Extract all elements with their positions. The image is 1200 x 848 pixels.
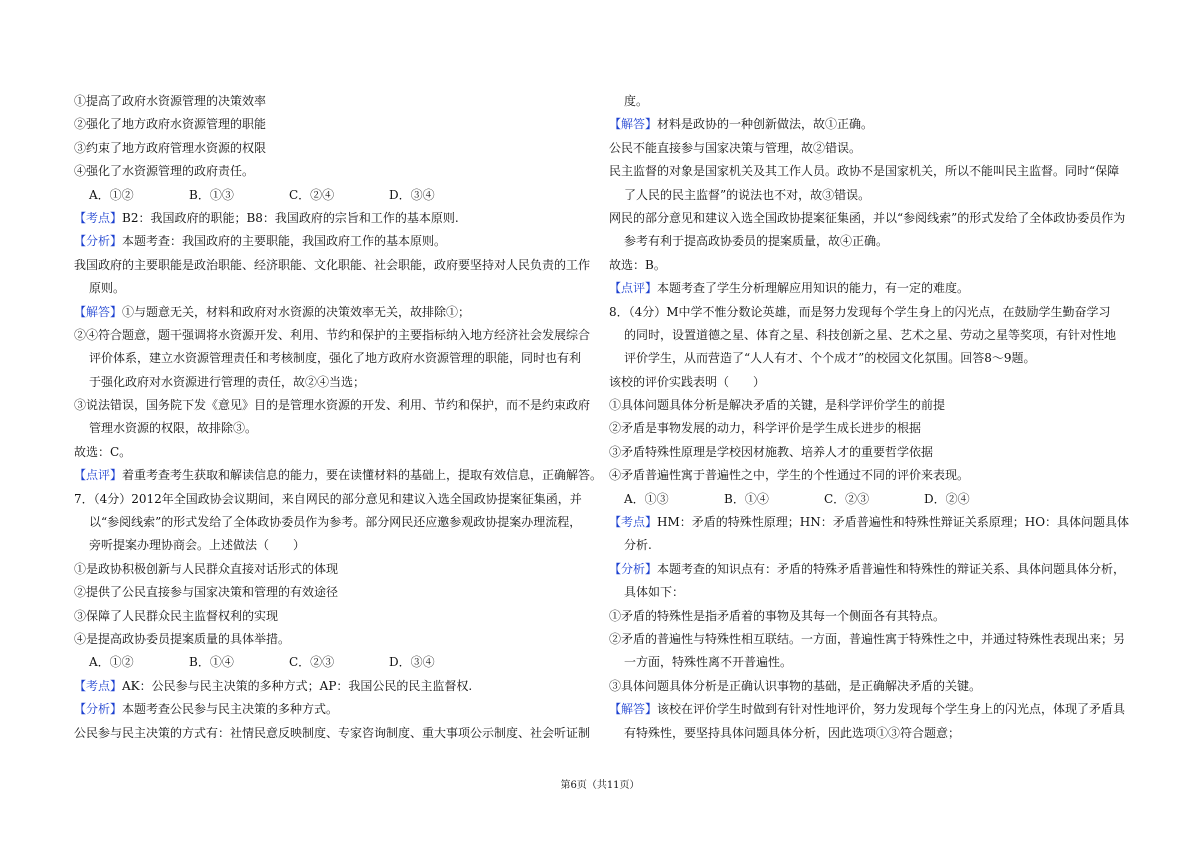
- line-text: 以“参阅线索”的形式发给了全体政协委员作为参考。部分网民还应邀参观政协提案办理流程，: [89, 515, 582, 530]
- line-text: 分析.: [624, 538, 652, 553]
- text-line: [74, 511, 594, 534]
- section-tag: 【考点】: [74, 678, 123, 693]
- line-text: 一方面，特殊性离不开普遍性。: [624, 655, 793, 670]
- answer-options: [609, 488, 1129, 511]
- text-line: [609, 324, 1129, 347]
- line-text: ④矛盾普遍性寓于普遍性之中，学生的个性通过不同的评价来表现。: [609, 468, 970, 483]
- left-column: [74, 90, 603, 745]
- line-text: ①与题意无关，材料和政府对水资源的决策效率无关，故排除①；: [122, 304, 471, 319]
- text-line: [74, 347, 594, 370]
- line-text: ③具体问题具体分析是正确认识事物的基础，是正确解决矛盾的关键。: [609, 678, 982, 693]
- text-line: [609, 628, 1129, 651]
- section-line: [609, 558, 1129, 581]
- text-line: [74, 371, 594, 394]
- section-line: [74, 207, 594, 230]
- line-text: ④是提高政协委员提案质量的具体举措。: [74, 631, 291, 646]
- answer-option: A．①③: [624, 491, 669, 506]
- line-text: AK：公民参与民主决策的多种方式；AP：我国公民的民主监督权.: [122, 678, 473, 693]
- text-line: [74, 488, 594, 511]
- line-text: 本题考查：我国政府的主要职能，我国政府工作的基本原则。: [122, 234, 447, 249]
- line-text: ③说法错误，国务院下发《意见》目的是管理水资源的开发、利用、节约和保护，而不是约束政府: [74, 398, 591, 413]
- line-text: 该校在评价学生时做到有针对性地评价，努力发现每个学生身上的闪光点，体现了矛盾具: [657, 702, 1126, 717]
- text-line: [609, 301, 1129, 324]
- section-line: [74, 675, 594, 698]
- text-line: [74, 160, 594, 183]
- line-text: 评价学生，从而营造了“人人有才、个个成才”的校园文化氛围。回答8～9题。: [624, 351, 1036, 366]
- answer-option: B．①③: [189, 187, 234, 202]
- text-line: [609, 230, 1129, 253]
- text-line: [74, 558, 594, 581]
- line-text: 本题考查了学生分析理解应用知识的能力，有一定的难度。: [657, 281, 970, 296]
- text-line: [609, 184, 1129, 207]
- line-text: 着重考查考生获取和解读信息的能力，要在读懂材料的基础上，提取有效信息，正确解答。: [122, 468, 603, 483]
- line-text: ③矛盾特殊性原理是学校因材施教、培养人才的重要哲学依据: [609, 444, 934, 459]
- section-line: [74, 698, 594, 721]
- line-text: 具体如下：: [624, 585, 685, 600]
- right-column: [609, 90, 1129, 745]
- text-line: [74, 137, 594, 160]
- line-text: 了人民的民主监督”的说法也不对，故③错误。: [624, 187, 871, 202]
- line-text: ③保障了人民群众民主监督权利的实现: [74, 608, 279, 623]
- answer-option: C．②③: [289, 655, 335, 670]
- text-line: [609, 722, 1129, 745]
- section-tag: 【解答】: [609, 117, 658, 132]
- section-tag: 【考点】: [609, 515, 658, 530]
- text-line: [609, 207, 1129, 230]
- line-text: ②强化了地方政府水资源管理的职能: [74, 117, 267, 132]
- line-text: 民主监督的对象是国家机关及其工作人员。政协不是国家机关，所以不能叫民主监督。同时“保障: [609, 164, 1120, 179]
- line-text: ②矛盾是事物发展的动力，科学评价是学生成长进步的根据: [609, 421, 922, 436]
- text-line: [609, 137, 1129, 160]
- text-line: [74, 605, 594, 628]
- text-line: [74, 324, 594, 347]
- line-text: 旁听提案办理协商会。上述做法（ ）: [89, 538, 306, 553]
- section-tag: 【点评】: [609, 281, 658, 296]
- line-text: 该校的评价实践表明（ ）: [609, 374, 766, 389]
- line-text: ①具体问题具体分析是解决矛盾的关键，是科学评价学生的前提: [609, 398, 946, 413]
- answer-options: [74, 184, 594, 207]
- line-text: 本题考查公民参与民主决策的多种方式。: [122, 702, 339, 717]
- line-text: HM：矛盾的特殊性原理；HN：矛盾普遍性和特殊性辩证关系原理；HO：具体问题具体: [657, 515, 1130, 530]
- text-line: [74, 417, 594, 440]
- text-line: [74, 254, 594, 277]
- text-line: [609, 464, 1129, 487]
- line-text: 原则。: [89, 281, 126, 296]
- answer-option: B．①④: [189, 655, 234, 670]
- line-text: 材料是政协的一种创新做法，故①正确。: [657, 117, 874, 132]
- section-tag: 【分析】: [74, 702, 123, 717]
- answer-option: A．①②: [89, 187, 134, 202]
- line-text: 8．（4分）M中学不惟分数论英雄，而是努力发现每个学生身上的闪光点，在鼓励学生勤奋学习: [609, 304, 1111, 319]
- line-text: ④强化了水资源管理的政府责任。: [74, 164, 255, 179]
- section-line: [609, 113, 1129, 136]
- line-text: 故选：B。: [609, 257, 666, 272]
- line-text: 度。: [624, 94, 649, 108]
- text-line: [74, 534, 594, 557]
- text-line: [74, 581, 594, 604]
- text-line: [609, 394, 1129, 417]
- text-line: [74, 394, 594, 417]
- line-text: 故选：C。: [74, 444, 132, 459]
- section-line: [609, 277, 1129, 300]
- line-text: 公民不能直接参与国家决策与管理，故②错误。: [609, 140, 862, 155]
- section-tag: 【解答】: [74, 304, 123, 319]
- text-line: [74, 277, 594, 300]
- text-line: [609, 581, 1129, 604]
- text-line: [609, 534, 1129, 557]
- answer-option: C．②③: [824, 491, 870, 506]
- text-line: [609, 605, 1129, 628]
- text-line: [609, 371, 1129, 394]
- answer-option: C．②④: [289, 187, 335, 202]
- line-text: 本题考查的知识点有：矛盾的特殊矛盾普遍性和特殊性的辩证关系、具体问题具体分析，: [657, 561, 1126, 576]
- line-text: 的同时，设置道德之星、体育之星、科技创新之星、艺术之星、劳动之星等奖项，有针对性地: [624, 327, 1117, 342]
- answer-option: B．①④: [724, 491, 769, 506]
- line-text: ①矛盾的特殊性是指矛盾着的事物及其每一个侧面各有其特点。: [609, 608, 946, 623]
- section-tag: 【分析】: [609, 561, 658, 576]
- text-line: [609, 90, 1129, 113]
- section-line: [609, 511, 1129, 534]
- section-tag: 【解答】: [609, 702, 658, 717]
- answer-option: A．①②: [89, 655, 134, 670]
- text-line: [609, 160, 1129, 183]
- text-line: [74, 90, 594, 113]
- line-text: B2：我国政府的职能；B8：我国政府的宗旨和工作的基本原则.: [122, 210, 459, 225]
- text-line: [74, 722, 594, 745]
- line-text: 有特殊性，要坚持具体问题具体分析，因此选项①③符合题意；: [624, 725, 961, 740]
- line-text: 7．（4分）2012年全国政协会议期间，来自网民的部分意见和建议入选全国政协提案征集函，并: [74, 491, 582, 506]
- text-line: [74, 113, 594, 136]
- text-line: [609, 417, 1129, 440]
- line-text: 评价体系，建立水资源管理责任和考核制度，强化了地方政府水资源管理的职能，同时也有利: [89, 351, 582, 366]
- answer-options: [74, 651, 594, 674]
- text-line: [74, 441, 594, 464]
- line-text: ②矛盾的普遍性与特殊性相互联结。一方面，普遍性寓于特殊性之中，并通过特殊性表现出来；另: [609, 631, 1126, 646]
- section-line: [74, 301, 594, 324]
- section-line: [74, 230, 594, 253]
- line-text: 参考有利于提高政协委员的提案质量，故④正确。: [624, 234, 889, 249]
- section-line: [609, 698, 1129, 721]
- line-text: ②④符合题意，题干强调将水资源开发、利用、节约和保护的主要指标纳入地方经济社会发展综合: [74, 327, 591, 342]
- text-line: [609, 254, 1129, 277]
- section-tag: 【分析】: [74, 234, 123, 249]
- text-line: [609, 347, 1129, 370]
- section-line: [74, 464, 603, 487]
- line-text: 于强化政府对水资源进行管理的责任，故②④当选；: [89, 374, 366, 389]
- text-line: [609, 651, 1129, 674]
- line-text: ③约束了地方政府管理水资源的权限: [74, 140, 267, 155]
- page-footer: 第6页（共11页）: [560, 780, 640, 791]
- line-text: ②提供了公民直接参与国家决策和管理的有效途径: [74, 585, 339, 600]
- answer-option: D．③④: [389, 187, 435, 202]
- line-text: ①是政协积极创新与人民群众直接对话形式的体现: [74, 561, 339, 576]
- line-text: 管理水资源的权限，故排除③。: [89, 421, 258, 436]
- section-tag: 【考点】: [74, 210, 123, 225]
- line-text: 公民参与民主决策的方式有：社情民意反映制度、专家咨询制度、重大事项公示制度、社会听证制: [74, 725, 591, 740]
- answer-option: D．③④: [389, 655, 435, 670]
- answer-option: D．②④: [924, 491, 970, 506]
- text-line: [609, 441, 1129, 464]
- line-text: 网民的部分意见和建议入选全国政协提案征集函，并以“参阅线索”的形式发给了全体政协委员作为: [609, 210, 1126, 225]
- section-tag: 【点评】: [74, 468, 123, 483]
- line-text: ①提高了政府水资源管理的决策效率: [74, 94, 267, 108]
- text-line: [74, 628, 594, 651]
- line-text: 我国政府的主要职能是政治职能、经济职能、文化职能、社会职能，政府要坚持对人民负责的工作: [74, 257, 591, 272]
- text-line: [609, 675, 1129, 698]
